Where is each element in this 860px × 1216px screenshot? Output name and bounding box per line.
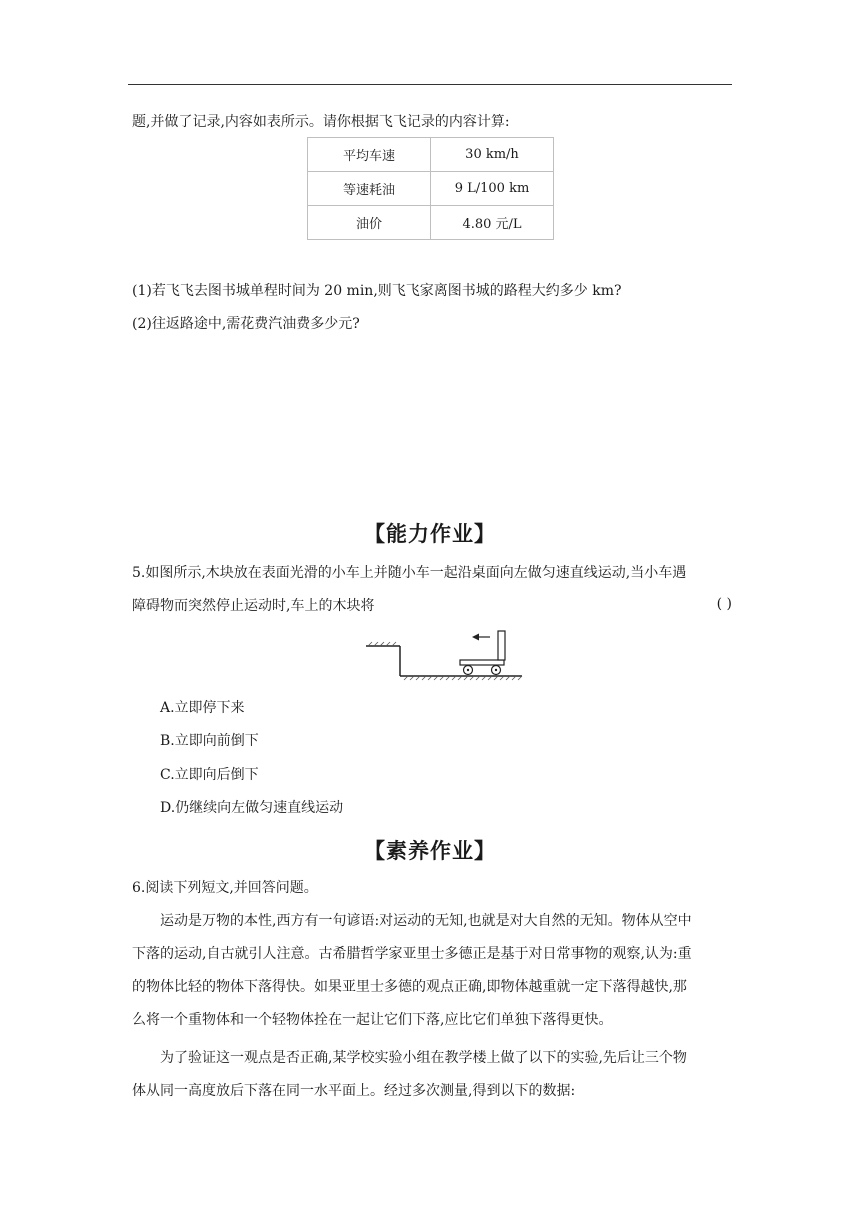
- paragraph-1-line: 的物体比轻的物体下落得快。如果亚里士多德的观点正确,即物体越重就一定下落得越快,那: [132, 979, 687, 995]
- header-rule: [128, 84, 732, 85]
- record-table: [307, 137, 554, 240]
- option-b: B.立即向前倒下: [160, 733, 259, 749]
- table-cell-value: 30 km/h: [431, 138, 554, 172]
- question-2: (2)往返路途中,需花费汽油费多少元?: [132, 316, 360, 332]
- table-row: [308, 138, 554, 172]
- option-a: A.立即停下来: [160, 700, 245, 716]
- paragraph-2-line: 体从同一高度放后下落在同一水平面上。经过多次测量,得到以下的数据:: [132, 1083, 576, 1099]
- option-d: D.仍继续向左做匀速直线运动: [160, 800, 344, 816]
- paragraph-1-line: 么将一个重物体和一个轻物体拴在一起让它们下落,应比它们单独下落得更快。: [132, 1012, 613, 1028]
- table-cell-label: 油价: [308, 206, 431, 240]
- intro-text: 题,并做了记录,内容如表所示。请你根据飞飞记录的内容计算:: [132, 114, 510, 130]
- table-cell-value: 4.80 元/L: [431, 206, 554, 240]
- table-cell-label: 等速耗油: [308, 172, 431, 206]
- section-heading-ability: 【能力作业】: [364, 522, 496, 546]
- question-6-title: 6.阅读下列短文,并回答问题。: [132, 880, 318, 896]
- table-row: [308, 172, 554, 206]
- paragraph-1-line: 运动是万物的本性,西方有一句谚语:对运动的无知,也就是对大自然的无知。物体从空中: [160, 913, 692, 929]
- table-row: [308, 206, 554, 240]
- question-1: (1)若飞飞去图书城单程时间为 20 min,则飞飞家离图书城的路程大约多少 km?: [132, 283, 622, 299]
- question-5-line-2: 障碍物而突然停止运动时,车上的木块将: [132, 598, 375, 614]
- table-cell-value: 9 L/100 km: [431, 172, 554, 206]
- answer-bracket: ( ): [716, 596, 732, 612]
- question-5-line-1: 5.如图所示,木块放在表面光滑的小车上并随小车一起沿桌面向左做匀速直线运动,当小车遇: [132, 565, 687, 581]
- cart-block-figure: [364, 626, 524, 682]
- section-heading-literacy: 【素养作业】: [364, 839, 496, 863]
- paragraph-1-line: 下落的运动,自古就引人注意。古希腊哲学家亚里士多德正是基于对日常事物的观察,认为:重: [132, 946, 692, 962]
- paragraph-2-line: 为了验证这一观点是否正确,某学校实验小组在教学楼上做了以下的实验,先后让三个物: [160, 1050, 687, 1066]
- table-cell-label: 平均车速: [308, 138, 431, 172]
- option-c: C.立即向后倒下: [160, 767, 259, 783]
